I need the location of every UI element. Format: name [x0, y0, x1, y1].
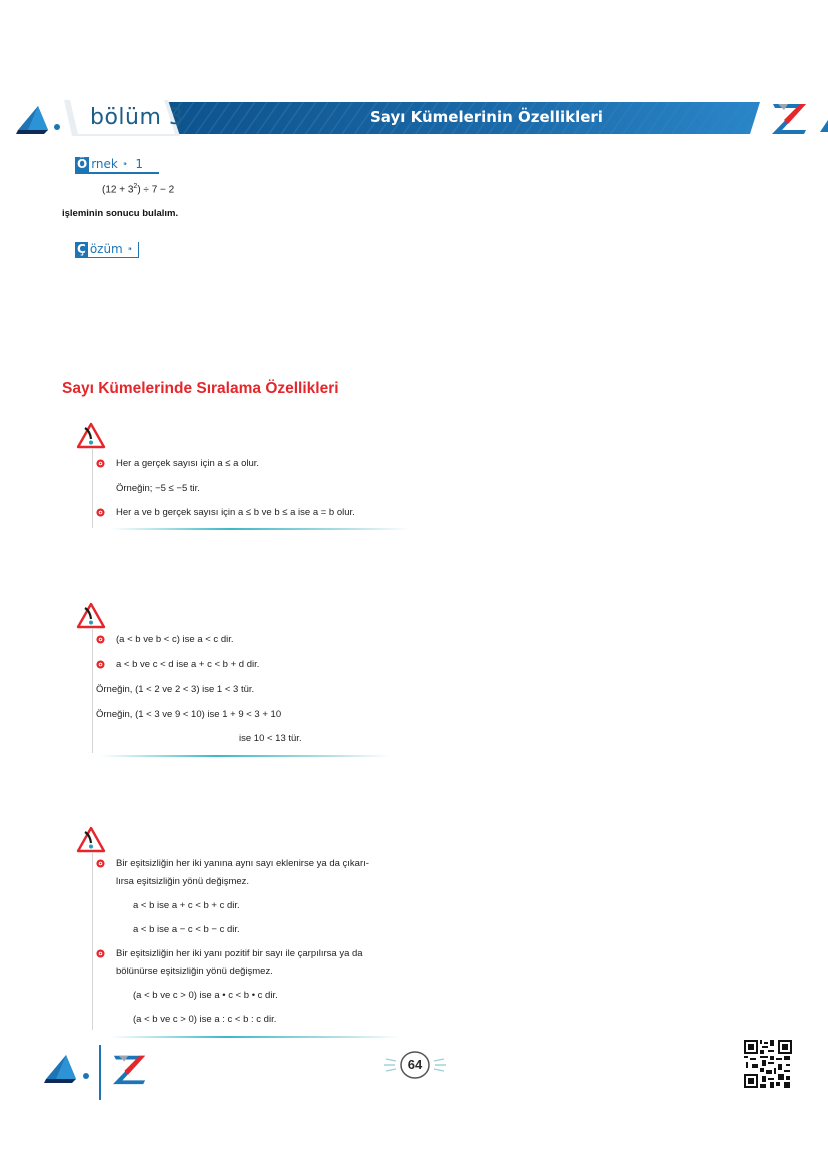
example-tag-initial: Ö — [77, 157, 88, 171]
warning-icon — [76, 826, 106, 854]
footer-divider — [99, 1045, 101, 1100]
block2-underline — [100, 755, 390, 757]
block2-line: Örneğin, (1 < 3 ve 9 < 10) ise 1 + 9 < 3 + 10 — [96, 709, 282, 720]
block2-line: Örneğin, (1 < 2 ve 2 < 3) ise 1 < 3 tür. — [96, 684, 255, 695]
block1-line: Örneğin; −5 ≤ −5 tir. — [116, 483, 200, 494]
block3-line: a < b ise a − c < b − c dir. — [133, 924, 240, 935]
bullet-icon — [96, 660, 105, 669]
example-expression: $(12 + 3^2) \div 7 - 2$ — [102, 183, 175, 196]
block3-line: lırsa eşitsizliğin yönü değişmez. — [116, 876, 250, 887]
bullet-icon — [96, 859, 105, 868]
example-tag — [75, 157, 159, 174]
block3-line: bölünürse eşitsizliğin yönü değişmez. — [116, 966, 273, 977]
arrow-icon: ⁍ — [127, 244, 133, 255]
block2-divider — [92, 628, 93, 753]
z-logo-icon — [110, 1052, 150, 1086]
block3-line: Bir eşitsizliğin her iki yanına aynı sayı eklenirse ya da çıkarı- — [116, 858, 369, 869]
block3-line: a < b ise a + c < b + c dir. — [133, 900, 240, 911]
block1-underline — [110, 528, 410, 530]
block2-line: (a < b ve b < c) ise a < c dir. — [116, 634, 234, 645]
warning-icon — [76, 422, 106, 450]
example-instruction: işleminin sonucu bulalım. — [62, 208, 179, 219]
chapter-label: bölüm 3 — [90, 105, 184, 130]
example-number: 1 — [135, 157, 144, 171]
block2-line: a < b ve c < d ise a + c < b + d dir. — [116, 659, 260, 670]
page-number: 64 — [407, 1057, 423, 1072]
footer-logo-left-icon — [42, 1048, 94, 1084]
warning-icon — [76, 602, 106, 630]
corner-arrow-icon — [818, 118, 828, 132]
block1-divider — [92, 448, 93, 528]
bullet-icon — [96, 508, 105, 517]
example-tag-label: rnek — [91, 157, 118, 171]
section-heading: Sayı Kümelerinde Sıralama Özellikleri — [62, 380, 339, 397]
block3-line: (a < b ve c > 0) ise a : c < b : c dir. — [133, 1014, 277, 1025]
block1-line: Her a ve b gerçek sayısı için a ≤ b ve b ≤ a ise a = b olur. — [116, 507, 355, 518]
arrow-icon: ⁍ — [122, 159, 128, 170]
block3-divider — [92, 852, 93, 1030]
bullet-icon — [96, 949, 105, 958]
block3-line: Bir eşitsizliğin her iki yanı pozitif bir sayı ile çarpılırsa ya da — [116, 948, 363, 959]
qr-code-icon[interactable] — [744, 1040, 792, 1088]
z-logo-icon — [770, 100, 810, 136]
block3-line: (a < b ve c > 0) ise a • c < b • c dir. — [133, 990, 278, 1001]
page-title: Sayı Kümelerinin Özellikleri — [370, 108, 603, 126]
solution-tag — [75, 242, 139, 258]
solution-tag-initial: Ç — [77, 242, 86, 256]
header-logo-left-icon — [14, 100, 64, 134]
block2-line: ise 10 < 13 tür. — [239, 733, 302, 744]
solution-tag-label: özüm — [89, 242, 123, 256]
block1-line: Her a gerçek sayısı için a ≤ a olur. — [116, 458, 260, 469]
block3-underline — [110, 1036, 400, 1038]
bullet-icon — [96, 635, 105, 644]
bullet-icon — [96, 459, 105, 468]
